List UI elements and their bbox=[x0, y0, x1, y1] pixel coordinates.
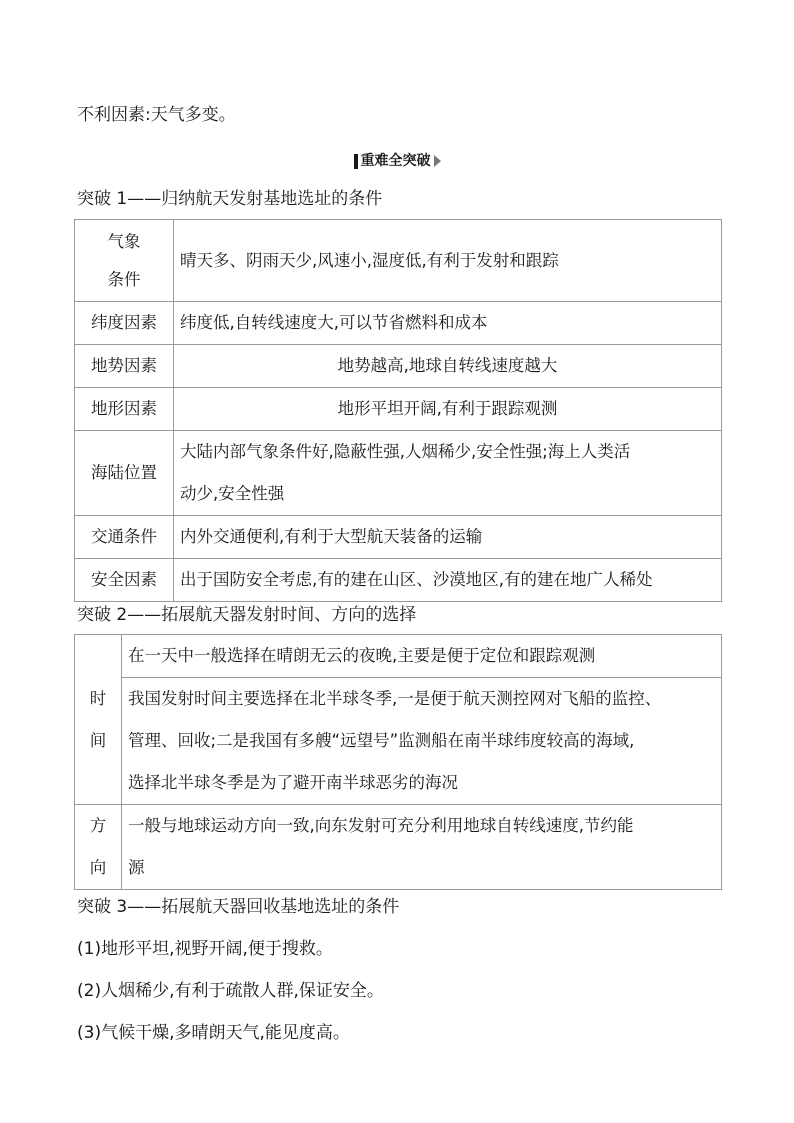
cell-label-line: 间 bbox=[89, 730, 107, 750]
cell-line: 动少,安全性强 bbox=[180, 484, 285, 503]
cell-line: 选择北半球冬季是为了避开南半球恶劣的海况 bbox=[128, 773, 458, 792]
table-label-cell: 安全因素 bbox=[75, 559, 174, 602]
cell-label-line: 方 bbox=[89, 816, 107, 835]
table-row bbox=[75, 559, 722, 602]
list-item: (1)地形平坦,视野开阔,便于搜救。 bbox=[77, 939, 333, 959]
cell-line: 源 bbox=[128, 858, 145, 877]
table-row bbox=[75, 302, 722, 345]
cell-line: 一般与地球运动方向一致,向东发射可充分利用地球自转线速度,节约能 bbox=[128, 816, 634, 835]
table-content-cell: 晴天多、阴雨天少,风速小,湿度低,有利于发射和跟踪 bbox=[174, 220, 722, 302]
cell-label-line: 气象 bbox=[107, 231, 141, 251]
section-heading-text: 重难全突破 bbox=[360, 153, 431, 169]
launch-site-table bbox=[74, 219, 722, 602]
list-item: (2)人烟稀少,有利于疏散人群,保证安全。 bbox=[77, 981, 384, 1001]
table-label-cell bbox=[75, 805, 122, 890]
heading-2: 突破 2——拓展航天器发射时间、方向的选择 bbox=[77, 605, 417, 625]
heading-3: 突破 3——拓展航天器回收基地选址的条件 bbox=[77, 897, 400, 917]
table-content-cell bbox=[122, 805, 722, 890]
cell-line: 管理、回收;二是我国有多艘“远望号”监测船在南半球纬度较高的海域, bbox=[128, 731, 635, 750]
table-row bbox=[75, 388, 722, 431]
table-row bbox=[75, 805, 722, 890]
table-content-cell bbox=[122, 678, 722, 805]
table-label-cell bbox=[75, 635, 122, 805]
table-label-cell: 地势因素 bbox=[75, 345, 174, 388]
table-row bbox=[75, 635, 722, 678]
top-line: 不利因素:天气多变。 bbox=[77, 105, 236, 125]
cell-label-line: 时 bbox=[89, 688, 107, 708]
table-content-cell: 出于国防安全考虑,有的建在山区、沙漠地区,有的建在地广人稀处 bbox=[174, 559, 722, 602]
table-row bbox=[75, 516, 722, 559]
heading-1: 突破 1——归纳航天发射基地选址的条件 bbox=[77, 189, 383, 209]
table-label-cell bbox=[75, 220, 174, 302]
cell-line: 大陆内部气象条件好,隐蔽性强,人烟稀少,安全性强;海上人类活 bbox=[180, 442, 631, 461]
table-label-cell: 纬度因素 bbox=[75, 302, 174, 345]
table-content-cell: 内外交通便利,有利于大型航天装备的运输 bbox=[174, 516, 722, 559]
table-content-cell: 纬度低,自转线速度大,可以节省燃料和成本 bbox=[174, 302, 722, 345]
table-row bbox=[75, 678, 722, 805]
table-row bbox=[75, 220, 722, 302]
list-item: (3)气候干燥,多晴朗天气,能见度高。 bbox=[77, 1023, 350, 1043]
section-heading-wrap bbox=[0, 152, 794, 173]
table-content-cell: 地形平坦开阔,有利于跟踪观测 bbox=[174, 388, 722, 431]
table-label-cell: 海陆位置 bbox=[75, 431, 174, 516]
launch-time-table bbox=[74, 634, 722, 890]
heading-bar-icon bbox=[354, 154, 358, 169]
table-label-cell: 交通条件 bbox=[75, 516, 174, 559]
section-heading bbox=[354, 152, 441, 170]
heading-arrow-icon bbox=[434, 155, 441, 167]
cell-label-line: 向 bbox=[89, 858, 107, 877]
table-row bbox=[75, 345, 722, 388]
table-label-cell: 地形因素 bbox=[75, 388, 174, 431]
table-content-cell: 在一天中一般选择在晴朗无云的夜晚,主要是便于定位和跟踪观测 bbox=[122, 635, 722, 678]
table-content-cell: 地势越高,地球自转线速度越大 bbox=[174, 345, 722, 388]
cell-label-line: 条件 bbox=[107, 269, 141, 289]
table-row bbox=[75, 431, 722, 516]
table-content-cell bbox=[174, 431, 722, 516]
cell-line: 我国发射时间主要选择在北半球冬季,一是便于航天测控网对飞船的监控、 bbox=[128, 689, 662, 708]
